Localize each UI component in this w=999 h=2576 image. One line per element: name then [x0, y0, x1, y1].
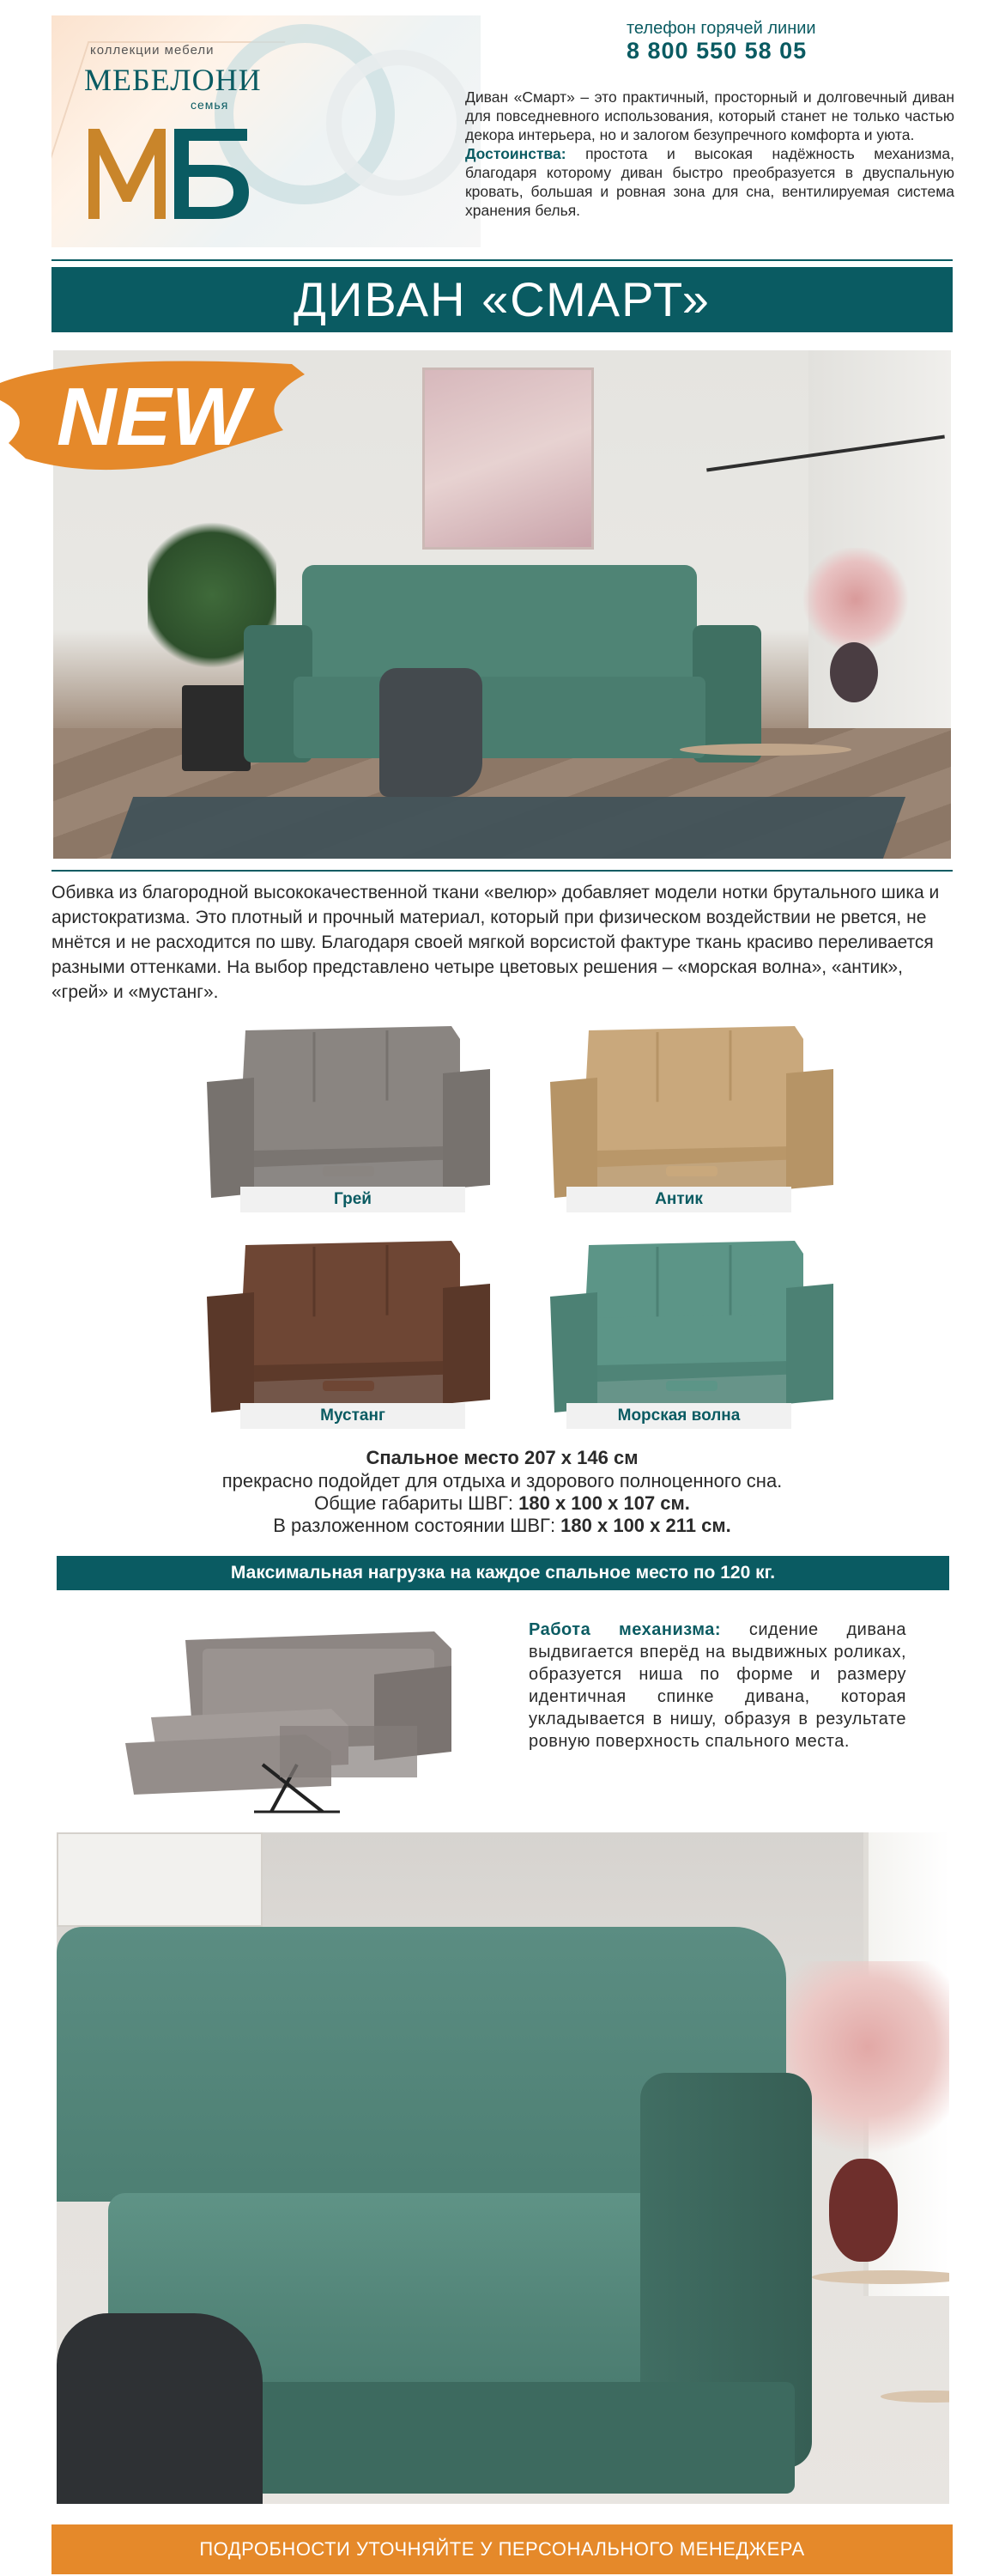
max-load-banner: Максимальная нагрузка на каждое спальное место по 120 кг.	[57, 1556, 949, 1590]
unfolded-dimensions-value: 180 х 100 х 211 см.	[560, 1515, 731, 1536]
unfolded-dimensions	[51, 1515, 953, 1537]
overall-dimensions-label: Общие габариты ШВГ:	[314, 1492, 519, 1514]
variant-label: Грей	[240, 1187, 465, 1212]
variant-label: Морская волна	[566, 1403, 791, 1429]
wall-painting	[422, 368, 594, 550]
mechanism-description	[529, 1619, 906, 1753]
mebeloni-logo-icon	[84, 112, 256, 223]
overall-dimensions	[51, 1492, 953, 1515]
unfolded-sofa-image	[125, 1614, 460, 1820]
new-badge	[0, 349, 309, 477]
upholstery-description: Обивка из благородной высококачественной ткани «велюр» добавляет модели нотки брутального шика и аристократизма. Это плотный и прочный материал, который при физическом воздействии не рвется, не мнётся и не расходится по шву. Благодаря своей мягкой ворсистой фактуре ткань красиво переливается разными оттенками. На выбор представлено четыре цветовых решения – «морская волна», «антик», «грей» и «мустанг».	[51, 883, 940, 1002]
page-title: ДИВАН «СМАРТ»	[51, 267, 953, 332]
side-table	[812, 2270, 949, 2284]
intro-text	[465, 88, 954, 220]
intro-description: Диван «Смарт» – это практичный, просторный и долговечный диван для повседневного использования, который станет не только частью декора интерьера, но и залогом безупречного комфорта и уюта.	[465, 88, 954, 143]
variant-sofa-image	[203, 1236, 494, 1417]
vase	[830, 642, 878, 702]
brand-sub: семья	[191, 98, 229, 112]
sleeping-note: прекрасно подойдет для отдыха и здорового полноценного сна.	[221, 1470, 783, 1492]
coffee-table	[680, 744, 851, 756]
logo-decor-swirl	[326, 50, 472, 196]
planter	[182, 685, 251, 771]
variant-label: Мустанг	[240, 1403, 465, 1429]
blanket	[379, 668, 482, 797]
side-table	[881, 2391, 949, 2403]
header	[0, 0, 999, 258]
advantages-label: Достоинства:	[465, 145, 566, 162]
variant-label: Антик	[566, 1187, 791, 1212]
blanket	[57, 2313, 263, 2504]
rug	[111, 797, 905, 859]
variant-sofa-image	[546, 1236, 838, 1417]
brand-name: МЕБЕЛОНИ	[84, 63, 262, 97]
divider	[51, 870, 953, 872]
pampas-grass	[800, 548, 911, 651]
hotline-label: телефон горячей линии	[627, 19, 816, 38]
new-badge-text: NEW	[57, 371, 249, 463]
sleeping-size: Спальное место 207 х 146 см	[366, 1447, 639, 1468]
closeup-sofa-photo	[57, 1832, 949, 2504]
advantages-text: простота и высокая надёжность механизма, благодаря которому диван быстро преобразуется в двуспальную кровать, большая и ровная зона для сна, вентилируемая система хранения белья.	[465, 145, 954, 219]
sofa-seat	[294, 677, 705, 758]
variant-sofa-image	[546, 1022, 838, 1202]
footer-banner: ПОДРОБНОСТИ УТОЧНЯЙТЕ У ПЕРСОНАЛЬНОГО МЕНЕДЖЕРА	[51, 2524, 953, 2574]
vase	[829, 2159, 898, 2262]
brand-tagline: коллекции мебели	[90, 43, 215, 58]
unfolded-dimensions-label: В разложенном состоянии ШВГ:	[273, 1515, 561, 1536]
wall-picture	[57, 1832, 263, 1927]
variant-sofa-image	[203, 1022, 494, 1202]
mechanism-label: Работа механизма:	[529, 1620, 722, 1639]
overall-dimensions-value: 180 х 100 х 107 см.	[518, 1492, 690, 1514]
sofa-back	[302, 565, 697, 685]
mechanism-text: сидение дивана выдвигается вперёд на выдвижных роликах, образуется ниша по форме и размеру идентичная спинке дивана, которая укладывается в нишу, образуя в результате ровную поверхность спального места.	[529, 1620, 907, 1751]
hotline-phone[interactable]: 8 800 550 58 05	[627, 38, 808, 64]
divider	[51, 259, 953, 261]
